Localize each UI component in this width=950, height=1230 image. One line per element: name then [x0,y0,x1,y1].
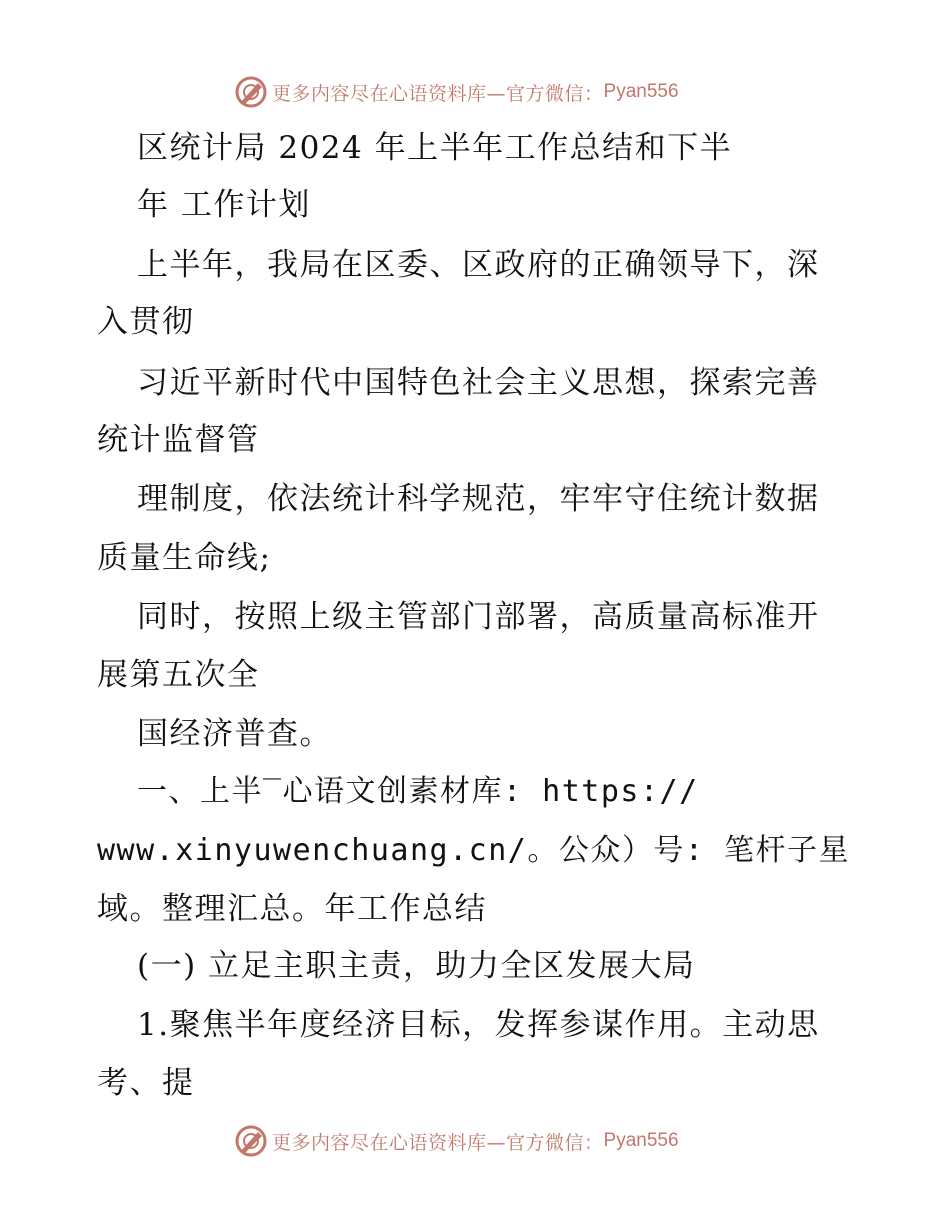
brand-logo-icon [234,75,268,109]
document-title-line-2: 年 工作计划 [137,187,311,223]
paragraph-line: 考、提 [97,1065,195,1101]
brand-logo-icon [234,1124,268,1158]
paragraph-line: 域。整理汇总。年工作总结 [97,891,487,927]
subsection-heading: (一) 立足主职主责，助力全区发展大局 [137,948,696,984]
paragraph-line: 展第五次全 [97,657,260,693]
header-watermark [234,72,679,112]
footer-watermark [234,1121,679,1161]
paragraph-line: 统计监督管 [97,422,260,458]
document-title-line-1: 区统计局 2024 年上半年工作总结和下半 [137,130,733,166]
paragraph-line: 理制度，依法统计科学规范，牢牢守住统计数据 [137,481,820,517]
watermark-text: 更多内容尽在心语资料库—官方微信： [272,82,604,105]
paragraph-line: 入贯彻 [97,304,195,340]
watermark-wechat-id: Pyan556 [603,81,679,102]
paragraph-line: 质量生命线; [97,540,272,576]
paragraph-line: 习近平新时代中国特色社会主义思想，探索完善 [137,365,820,401]
paragraph-line: 国经济普查。 [137,716,332,752]
paragraph-line: 1.聚焦半年度经济目标，发挥参谋作用。主动思 [137,1007,820,1043]
paragraph-line: 同时，按照上级主管部门部署，高质量高标准开 [137,599,820,635]
watermark-wechat-id: Pyan556 [603,1130,679,1151]
watermark-text: 更多内容尽在心语资料库—官方微信： [272,1131,604,1154]
paragraph-line: 上半年，我局在区委、区政府的正确领导下，深 [137,247,820,283]
section-heading-line: 一、上半‾心语文创素材库: https:// [137,774,699,809]
paragraph-line: www.xinyuwenchuang.cn/。公众）号: 笔杆子星 [97,833,850,868]
